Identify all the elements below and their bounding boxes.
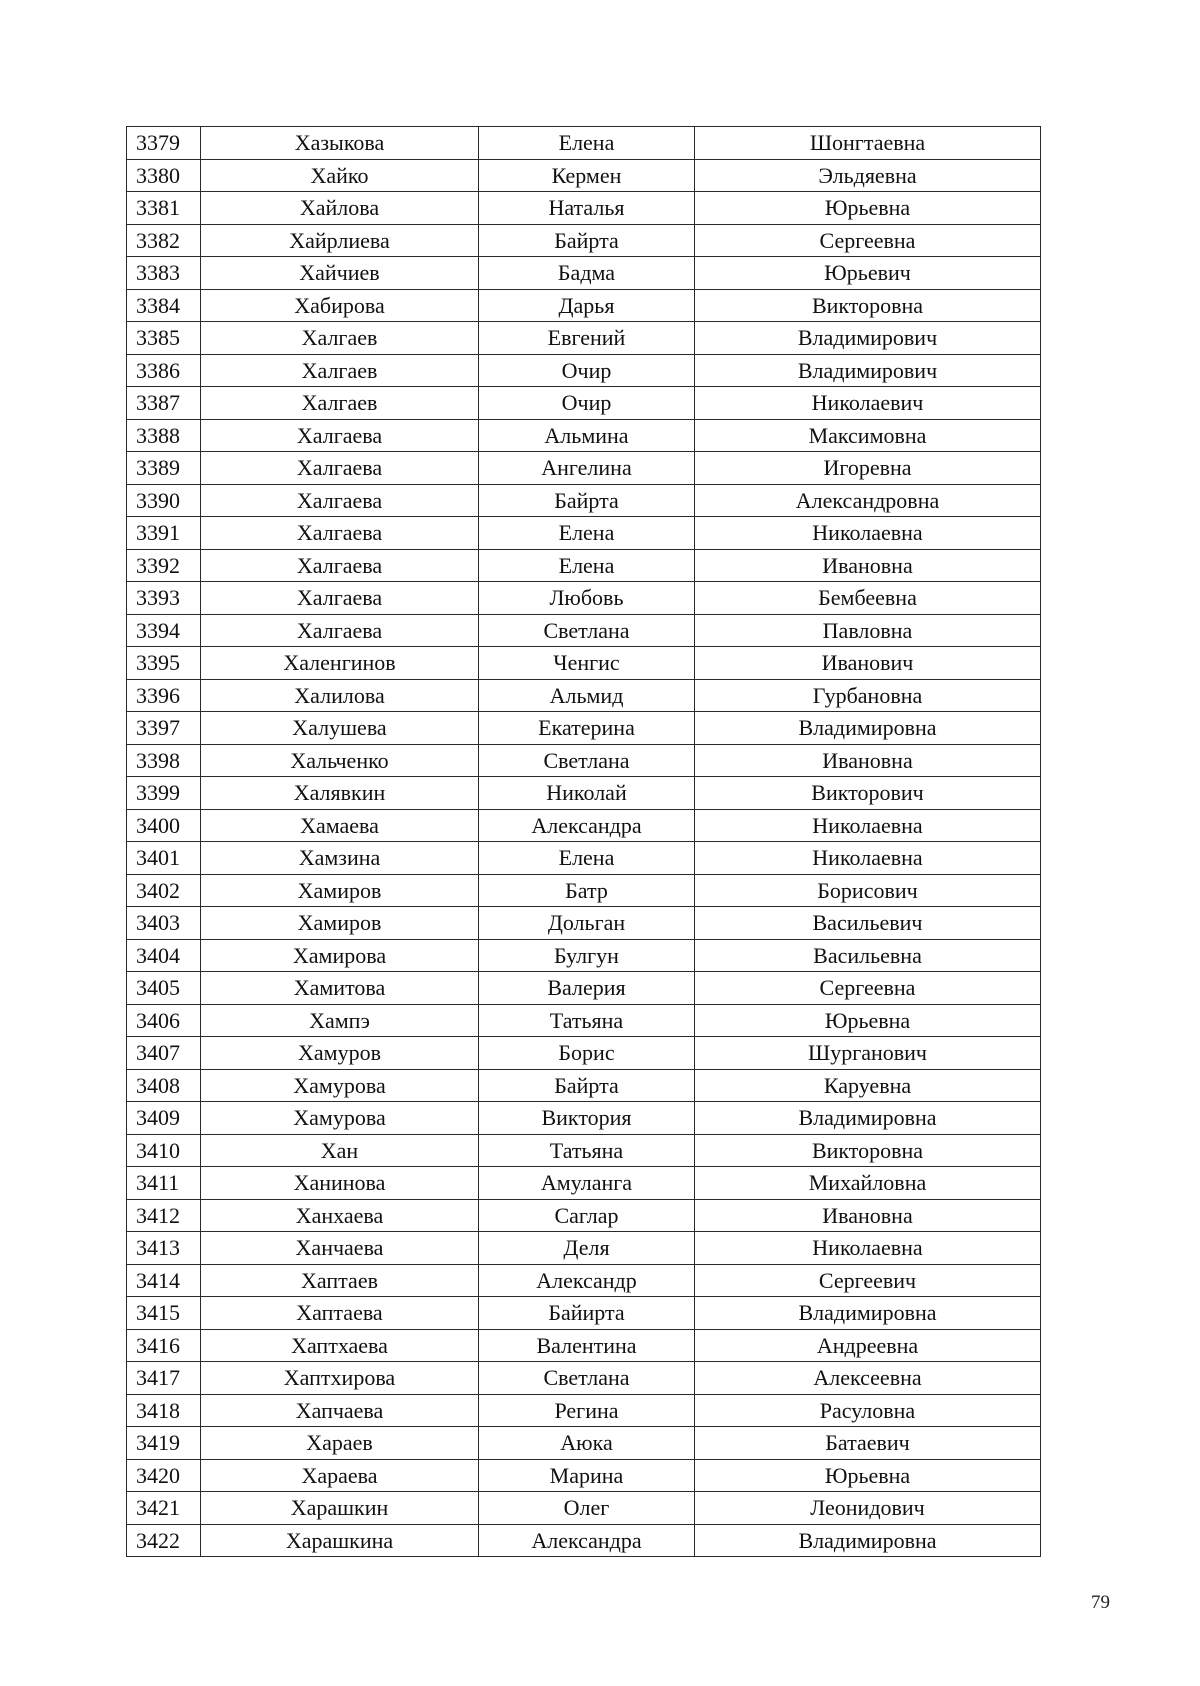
patronymic-cell: Васильевич bbox=[695, 907, 1041, 940]
patronymic-cell: Иванович bbox=[695, 647, 1041, 680]
patronymic-cell: Александровна bbox=[695, 484, 1041, 517]
table-row bbox=[127, 387, 1041, 420]
last-name-cell: Харашкина bbox=[201, 1524, 479, 1557]
table-row bbox=[127, 1492, 1041, 1525]
last-name-cell: Халгаев bbox=[201, 354, 479, 387]
last-name-cell: Хаптаев bbox=[201, 1264, 479, 1297]
patronymic-cell: Сергеевна bbox=[695, 972, 1041, 1005]
patronymic-cell: Шурганович bbox=[695, 1037, 1041, 1070]
table-row bbox=[127, 874, 1041, 907]
patronymic-cell: Владимировна bbox=[695, 1524, 1041, 1557]
patronymic-cell: Николаевна bbox=[695, 517, 1041, 550]
first-name-cell: Екатерина bbox=[479, 712, 695, 745]
patronymic-cell: Владимирович bbox=[695, 354, 1041, 387]
page-number: 79 bbox=[1091, 1592, 1110, 1613]
row-number-cell: 3412 bbox=[127, 1199, 201, 1232]
row-number-cell: 3396 bbox=[127, 679, 201, 712]
first-name-cell: Байрта bbox=[479, 1069, 695, 1102]
patronymic-cell: Сергеевич bbox=[695, 1264, 1041, 1297]
first-name-cell: Николай bbox=[479, 777, 695, 810]
row-number-cell: 3400 bbox=[127, 809, 201, 842]
table-row bbox=[127, 192, 1041, 225]
last-name-cell: Хаптхирова bbox=[201, 1362, 479, 1395]
first-name-cell: Светлана bbox=[479, 744, 695, 777]
last-name-cell: Халгаева bbox=[201, 614, 479, 647]
first-name-cell: Байрта bbox=[479, 224, 695, 257]
last-name-cell: Хамиров bbox=[201, 874, 479, 907]
table-row bbox=[127, 1069, 1041, 1102]
first-name-cell: Саглар bbox=[479, 1199, 695, 1232]
first-name-cell: Татьяна bbox=[479, 1004, 695, 1037]
table-row bbox=[127, 1524, 1041, 1557]
last-name-cell: Халгаев bbox=[201, 322, 479, 355]
patronymic-cell: Юрьевна bbox=[695, 1459, 1041, 1492]
patronymic-cell: Владимирович bbox=[695, 322, 1041, 355]
last-name-cell: Хайлова bbox=[201, 192, 479, 225]
patronymic-cell: Алексеевна bbox=[695, 1362, 1041, 1395]
first-name-cell: Очир bbox=[479, 387, 695, 420]
row-number-cell: 3407 bbox=[127, 1037, 201, 1070]
row-number-cell: 3390 bbox=[127, 484, 201, 517]
last-name-cell: Халгаева bbox=[201, 452, 479, 485]
patronymic-cell: Юрьевна bbox=[695, 1004, 1041, 1037]
row-number-cell: 3392 bbox=[127, 549, 201, 582]
patronymic-cell: Сергеевна bbox=[695, 224, 1041, 257]
row-number-cell: 3401 bbox=[127, 842, 201, 875]
patronymic-cell: Гурбановна bbox=[695, 679, 1041, 712]
table-row bbox=[127, 1427, 1041, 1460]
table-row bbox=[127, 647, 1041, 680]
first-name-cell: Борис bbox=[479, 1037, 695, 1070]
patronymic-cell: Владимировна bbox=[695, 1102, 1041, 1135]
first-name-cell: Наталья bbox=[479, 192, 695, 225]
row-number-cell: 3391 bbox=[127, 517, 201, 550]
table-row bbox=[127, 517, 1041, 550]
table-row bbox=[127, 582, 1041, 615]
row-number-cell: 3409 bbox=[127, 1102, 201, 1135]
first-name-cell: Марина bbox=[479, 1459, 695, 1492]
patronymic-cell: Леонидович bbox=[695, 1492, 1041, 1525]
patronymic-cell: Николаевна bbox=[695, 842, 1041, 875]
last-name-cell: Халенгинов bbox=[201, 647, 479, 680]
last-name-cell: Халгаева bbox=[201, 582, 479, 615]
last-name-cell: Хараева bbox=[201, 1459, 479, 1492]
row-number-cell: 3399 bbox=[127, 777, 201, 810]
last-name-cell: Хаптхаева bbox=[201, 1329, 479, 1362]
table-row bbox=[127, 1394, 1041, 1427]
table-row bbox=[127, 809, 1041, 842]
last-name-cell: Хамиров bbox=[201, 907, 479, 940]
first-name-cell: Валентина bbox=[479, 1329, 695, 1362]
row-number-cell: 3404 bbox=[127, 939, 201, 972]
table-row bbox=[127, 1264, 1041, 1297]
last-name-cell: Хамурова bbox=[201, 1102, 479, 1135]
patronymic-cell: Расуловна bbox=[695, 1394, 1041, 1427]
first-name-cell: Байрта bbox=[479, 484, 695, 517]
row-number-cell: 3385 bbox=[127, 322, 201, 355]
patronymic-cell: Шонгтаевна bbox=[695, 127, 1041, 160]
table-row bbox=[127, 1329, 1041, 1362]
last-name-cell: Халявкин bbox=[201, 777, 479, 810]
row-number-cell: 3405 bbox=[127, 972, 201, 1005]
last-name-cell: Халилова bbox=[201, 679, 479, 712]
row-number-cell: 3397 bbox=[127, 712, 201, 745]
last-name-cell: Хамуров bbox=[201, 1037, 479, 1070]
first-name-cell: Евгений bbox=[479, 322, 695, 355]
table-row bbox=[127, 972, 1041, 1005]
last-name-cell: Хайко bbox=[201, 159, 479, 192]
last-name-cell: Ханчаева bbox=[201, 1232, 479, 1265]
last-name-cell: Хабирова bbox=[201, 289, 479, 322]
last-name-cell: Хамитова bbox=[201, 972, 479, 1005]
row-number-cell: 3383 bbox=[127, 257, 201, 290]
row-number-cell: 3384 bbox=[127, 289, 201, 322]
table-row bbox=[127, 289, 1041, 322]
table-row bbox=[127, 1102, 1041, 1135]
patronymic-cell: Андреевна bbox=[695, 1329, 1041, 1362]
row-number-cell: 3414 bbox=[127, 1264, 201, 1297]
row-number-cell: 3388 bbox=[127, 419, 201, 452]
first-name-cell: Очир bbox=[479, 354, 695, 387]
patronymic-cell: Павловна bbox=[695, 614, 1041, 647]
row-number-cell: 3410 bbox=[127, 1134, 201, 1167]
table-row bbox=[127, 907, 1041, 940]
first-name-cell: Александра bbox=[479, 809, 695, 842]
patronymic-cell: Бембеевна bbox=[695, 582, 1041, 615]
patronymic-cell: Игоревна bbox=[695, 452, 1041, 485]
last-name-cell: Хазыкова bbox=[201, 127, 479, 160]
first-name-cell: Александра bbox=[479, 1524, 695, 1557]
row-number-cell: 3379 bbox=[127, 127, 201, 160]
table-row bbox=[127, 1004, 1041, 1037]
row-number-cell: 3422 bbox=[127, 1524, 201, 1557]
first-name-cell: Булгун bbox=[479, 939, 695, 972]
first-name-cell: Амуланга bbox=[479, 1167, 695, 1200]
first-name-cell: Байирта bbox=[479, 1297, 695, 1330]
last-name-cell: Халгаева bbox=[201, 419, 479, 452]
row-number-cell: 3387 bbox=[127, 387, 201, 420]
row-number-cell: 3420 bbox=[127, 1459, 201, 1492]
first-name-cell: Елена bbox=[479, 517, 695, 550]
table-row bbox=[127, 777, 1041, 810]
patronymic-cell: Каруевна bbox=[695, 1069, 1041, 1102]
last-name-cell: Хамирова bbox=[201, 939, 479, 972]
row-number-cell: 3380 bbox=[127, 159, 201, 192]
row-number-cell: 3394 bbox=[127, 614, 201, 647]
first-name-cell: Любовь bbox=[479, 582, 695, 615]
patronymic-cell: Ивановна bbox=[695, 744, 1041, 777]
table-row bbox=[127, 322, 1041, 355]
first-name-cell: Елена bbox=[479, 549, 695, 582]
last-name-cell: Хампэ bbox=[201, 1004, 479, 1037]
table-row bbox=[127, 939, 1041, 972]
last-name-cell: Ханинова bbox=[201, 1167, 479, 1200]
table-row bbox=[127, 452, 1041, 485]
row-number-cell: 3421 bbox=[127, 1492, 201, 1525]
row-number-cell: 3403 bbox=[127, 907, 201, 940]
row-number-cell: 3382 bbox=[127, 224, 201, 257]
row-number-cell: 3416 bbox=[127, 1329, 201, 1362]
table-row bbox=[127, 1037, 1041, 1070]
last-name-cell: Хамаева bbox=[201, 809, 479, 842]
patronymic-cell: Юрьевич bbox=[695, 257, 1041, 290]
table-row bbox=[127, 744, 1041, 777]
row-number-cell: 3418 bbox=[127, 1394, 201, 1427]
patronymic-cell: Васильевна bbox=[695, 939, 1041, 972]
table-row bbox=[127, 1362, 1041, 1395]
first-name-cell: Дольган bbox=[479, 907, 695, 940]
patronymic-cell: Викторович bbox=[695, 777, 1041, 810]
table-row bbox=[127, 257, 1041, 290]
first-name-cell: Виктория bbox=[479, 1102, 695, 1135]
patronymic-cell: Ивановна bbox=[695, 1199, 1041, 1232]
row-number-cell: 3389 bbox=[127, 452, 201, 485]
row-number-cell: 3402 bbox=[127, 874, 201, 907]
patronymic-cell: Николаевич bbox=[695, 387, 1041, 420]
patronymic-cell: Николаевна bbox=[695, 1232, 1041, 1265]
table-row bbox=[127, 1459, 1041, 1492]
table-row bbox=[127, 159, 1041, 192]
table-row bbox=[127, 419, 1041, 452]
row-number-cell: 3395 bbox=[127, 647, 201, 680]
first-name-cell: Александр bbox=[479, 1264, 695, 1297]
first-name-cell: Елена bbox=[479, 127, 695, 160]
first-name-cell: Ангелина bbox=[479, 452, 695, 485]
first-name-cell: Олег bbox=[479, 1492, 695, 1525]
registry-table-body bbox=[127, 127, 1041, 1557]
patronymic-cell: Юрьевна bbox=[695, 192, 1041, 225]
first-name-cell: Светлана bbox=[479, 1362, 695, 1395]
patronymic-cell: Максимовна bbox=[695, 419, 1041, 452]
last-name-cell: Халгаев bbox=[201, 387, 479, 420]
last-name-cell: Харашкин bbox=[201, 1492, 479, 1525]
last-name-cell: Хайрлиева bbox=[201, 224, 479, 257]
patronymic-cell: Ивановна bbox=[695, 549, 1041, 582]
first-name-cell: Батр bbox=[479, 874, 695, 907]
patronymic-cell: Михайловна bbox=[695, 1167, 1041, 1200]
last-name-cell: Хапчаева bbox=[201, 1394, 479, 1427]
last-name-cell: Хайчиев bbox=[201, 257, 479, 290]
table-row bbox=[127, 1167, 1041, 1200]
table-row bbox=[127, 712, 1041, 745]
row-number-cell: 3381 bbox=[127, 192, 201, 225]
last-name-cell: Хараев bbox=[201, 1427, 479, 1460]
table-row bbox=[127, 842, 1041, 875]
patronymic-cell: Эльдяевна bbox=[695, 159, 1041, 192]
last-name-cell: Халгаева bbox=[201, 549, 479, 582]
first-name-cell: Аюка bbox=[479, 1427, 695, 1460]
first-name-cell: Елена bbox=[479, 842, 695, 875]
last-name-cell: Хан bbox=[201, 1134, 479, 1167]
first-name-cell: Валерия bbox=[479, 972, 695, 1005]
patronymic-cell: Владимировна bbox=[695, 1297, 1041, 1330]
first-name-cell: Регина bbox=[479, 1394, 695, 1427]
patronymic-cell: Викторовна bbox=[695, 1134, 1041, 1167]
row-number-cell: 3411 bbox=[127, 1167, 201, 1200]
row-number-cell: 3417 bbox=[127, 1362, 201, 1395]
last-name-cell: Ханхаева bbox=[201, 1199, 479, 1232]
first-name-cell: Альмид bbox=[479, 679, 695, 712]
last-name-cell: Халгаева bbox=[201, 517, 479, 550]
last-name-cell: Хамзина bbox=[201, 842, 479, 875]
last-name-cell: Хальченко bbox=[201, 744, 479, 777]
first-name-cell: Ченгис bbox=[479, 647, 695, 680]
first-name-cell: Кермен bbox=[479, 159, 695, 192]
last-name-cell: Хамурова bbox=[201, 1069, 479, 1102]
patronymic-cell: Николаевна bbox=[695, 809, 1041, 842]
first-name-cell: Деля bbox=[479, 1232, 695, 1265]
patronymic-cell: Батаевич bbox=[695, 1427, 1041, 1460]
row-number-cell: 3413 bbox=[127, 1232, 201, 1265]
table-row bbox=[127, 1134, 1041, 1167]
first-name-cell: Бадма bbox=[479, 257, 695, 290]
row-number-cell: 3408 bbox=[127, 1069, 201, 1102]
table-row bbox=[127, 127, 1041, 160]
last-name-cell: Халушева bbox=[201, 712, 479, 745]
last-name-cell: Халгаева bbox=[201, 484, 479, 517]
table-row bbox=[127, 354, 1041, 387]
table-row bbox=[127, 484, 1041, 517]
table-row bbox=[127, 224, 1041, 257]
last-name-cell: Хаптаева bbox=[201, 1297, 479, 1330]
first-name-cell: Татьяна bbox=[479, 1134, 695, 1167]
table-row bbox=[127, 1232, 1041, 1265]
patronymic-cell: Борисович bbox=[695, 874, 1041, 907]
first-name-cell: Светлана bbox=[479, 614, 695, 647]
first-name-cell: Дарья bbox=[479, 289, 695, 322]
patronymic-cell: Викторовна bbox=[695, 289, 1041, 322]
table-row bbox=[127, 679, 1041, 712]
row-number-cell: 3419 bbox=[127, 1427, 201, 1460]
row-number-cell: 3393 bbox=[127, 582, 201, 615]
table-row bbox=[127, 1199, 1041, 1232]
first-name-cell: Альмина bbox=[479, 419, 695, 452]
table-row bbox=[127, 549, 1041, 582]
row-number-cell: 3406 bbox=[127, 1004, 201, 1037]
table-row bbox=[127, 1297, 1041, 1330]
row-number-cell: 3415 bbox=[127, 1297, 201, 1330]
row-number-cell: 3398 bbox=[127, 744, 201, 777]
patronymic-cell: Владимировна bbox=[695, 712, 1041, 745]
table-row bbox=[127, 614, 1041, 647]
registry-table bbox=[126, 126, 1041, 1557]
row-number-cell: 3386 bbox=[127, 354, 201, 387]
